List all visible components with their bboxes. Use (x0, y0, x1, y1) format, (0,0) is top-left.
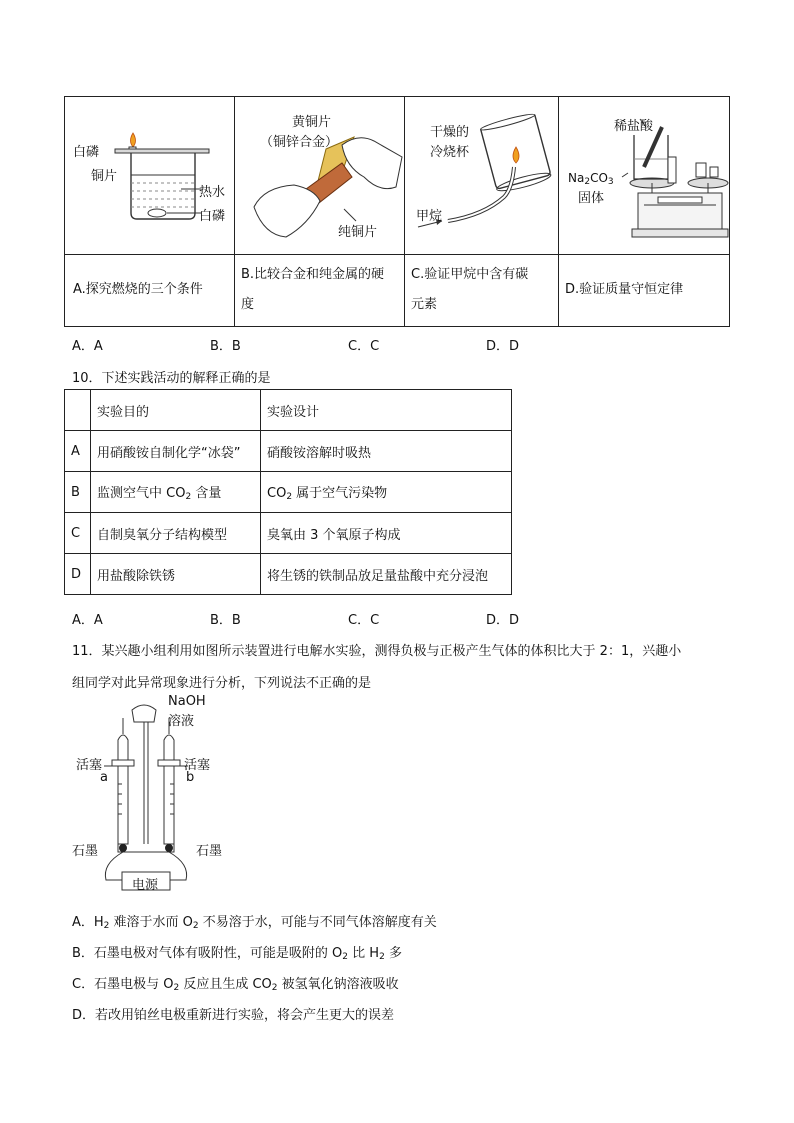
row-letter: B (65, 472, 91, 513)
mass-conservation-figure (558, 97, 730, 254)
label-white-phosphorus: 白磷 (73, 145, 100, 160)
q9-experiment-table (64, 96, 730, 327)
q11-choice-b[interactable]: B．石墨电极对气体有吸附性，可能是吸附的 $O_2$ 比 $H_2$ 多 (72, 946, 402, 962)
methane-carbon-figure (404, 97, 558, 254)
label-dilute-hcl: 稀盐酸 (614, 119, 654, 134)
label-na2co3: $Na_2CO_3$ (568, 171, 614, 187)
row-design: 硝酸铵溶解时吸热 (261, 431, 512, 472)
row-purpose: 自制臭氧分子结构模型 (91, 513, 261, 554)
row-letter: A (65, 431, 91, 472)
caption-a: A.探究燃烧的三个条件 (73, 282, 203, 297)
caption-c-line2: 元素 (411, 297, 438, 312)
row-purpose: 用硝酸铵自制化学“冰袋” (91, 431, 261, 472)
caption-c-line1: C.验证甲烷中含有碳 (411, 267, 529, 282)
label-a: a (100, 770, 108, 785)
alloy-hardness-figure (234, 97, 404, 254)
label-hot-water: 热水 (199, 185, 226, 200)
q11-stem-line1: 11．某兴趣小组利用如图所示装置进行电解水实验，测得负极与正极产生气体的体积比大于 2：1，兴趣小 (72, 644, 682, 659)
label-dry: 干燥的 (430, 125, 470, 140)
label-brass-plate: 黄铜片 (292, 115, 332, 130)
q9-option-d[interactable]: D．D (486, 339, 520, 354)
table-header-cell: 实验设计 (261, 390, 512, 431)
table-header-cell (65, 390, 91, 431)
caption-d: D.验证质量守恒定律 (565, 282, 684, 297)
q11-choice-a[interactable]: A．$H_2$ 难溶于水而 $O_2$ 不易溶于水，可能与不同气体溶解度有关 (72, 915, 437, 931)
q9-option-c[interactable]: C．C (348, 339, 380, 354)
table-header-cell: 实验目的 (91, 390, 261, 431)
q11-choice-d[interactable]: D．若改用铂丝电极重新进行实验，将会产生更大的误差 (72, 1008, 395, 1023)
q10-option-a[interactable]: A．A (72, 613, 103, 628)
label-solid: 固体 (578, 191, 605, 206)
label-stopcock-left: 活塞 (76, 758, 103, 773)
caption-b-line2: 度 (241, 297, 255, 312)
row-purpose: 用盐酸除铁锈 (91, 554, 261, 595)
q11-choice-c[interactable]: C．石墨电极与 $O_2$ 反应且生成 $CO_2$ 被氢氧化钠溶液吸收 (72, 977, 399, 993)
label-graphite-right: 石墨 (196, 844, 223, 859)
label-b: b (186, 770, 195, 785)
label-naoh: NaOH (168, 694, 206, 709)
table-header-row (65, 390, 512, 431)
table-row (65, 513, 512, 554)
table-row (65, 431, 512, 472)
label-methane: 甲烷 (416, 209, 443, 224)
table-row (65, 554, 512, 595)
label-stopcock-right: 活塞 (184, 758, 211, 773)
label-white-phosphorus-2: 白磷 (199, 209, 226, 224)
row-letter: C (65, 513, 91, 554)
q9-option-a[interactable]: A．A (72, 339, 103, 354)
caption-b-line1: B.比较合金和纯金属的硬 (241, 267, 385, 282)
label-copper-plate: 铜片 (91, 169, 118, 184)
q10-option-c[interactable]: C．C (348, 613, 380, 628)
label-cold-beaker: 冷烧杯 (430, 145, 470, 160)
q11-stem-line2: 组同学对此异常现象进行分析，下列说法不正确的是 (72, 676, 372, 691)
label-solution: 溶液 (168, 714, 195, 729)
q10-stem: 10．下述实践活动的解释正确的是 (72, 371, 271, 386)
q10-option-d[interactable]: D．D (486, 613, 520, 628)
label-power-supply: 电源 (132, 878, 159, 893)
combustion-conditions-figure (65, 97, 234, 254)
q10-table (64, 389, 512, 595)
row-design: $CO_2$ 属于空气污染物 (261, 472, 512, 513)
row-purpose: 监测空气中 $CO_2$ 含量 (91, 472, 261, 513)
q9-option-b[interactable]: B．B (210, 339, 241, 354)
row-design: 臭氧由 3 个氧原子构成 (261, 513, 512, 554)
label-brass-note: （铜锌合金） (260, 135, 339, 150)
row-design: 将生锈的铁制品放足量盐酸中充分浸泡 (261, 554, 512, 595)
q10-option-b[interactable]: B．B (210, 613, 241, 628)
label-graphite-left: 石墨 (72, 844, 99, 859)
electrolysis-apparatus-figure (72, 694, 252, 894)
table-row (65, 472, 512, 513)
label-pure-copper: 纯铜片 (338, 225, 378, 240)
row-letter: D (65, 554, 91, 595)
